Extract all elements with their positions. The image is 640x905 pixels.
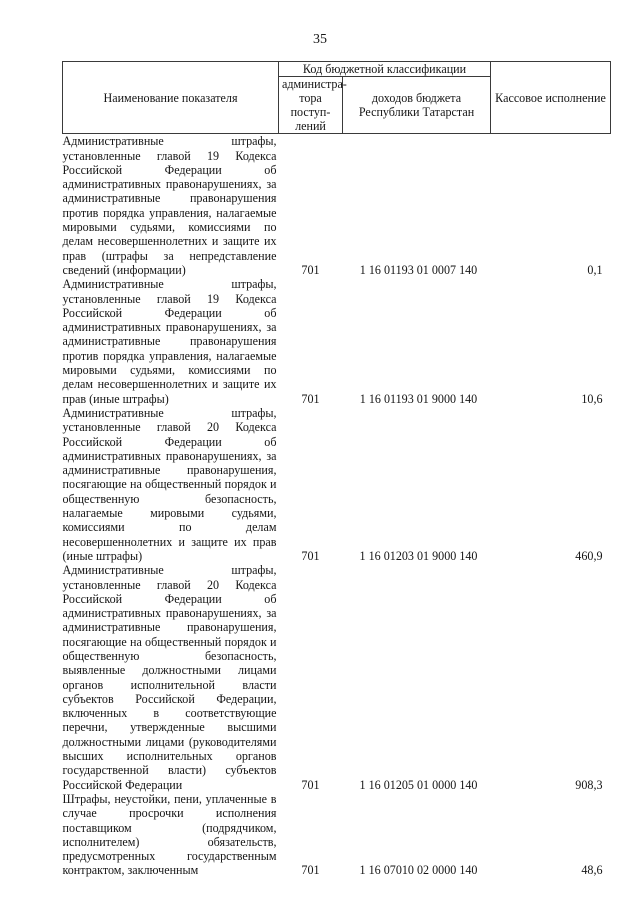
row-amount: 0,1: [587, 262, 603, 277]
row-admin-code: 701: [301, 863, 320, 878]
row-amount: 10,6: [581, 391, 603, 406]
row-name: Штрафы, неустойки, пени, уплаченные в случае просрочки исполнения поставщиком (подрядчиком, исполнителем) обязательств, предусмотренных государственным контрактом, заключенным: [62, 791, 277, 878]
row-name: Административные штрафы, установленные главой 19 Кодекса Российской Федерации об административных правонарушениях, за административные правонарушения против порядка управления, налагаемые мировыми судьями, комиссиями по делам несовершеннолетних и защите их прав (иные штрафы): [62, 277, 277, 406]
page-number: 35: [313, 32, 327, 47]
header-classification-group: Код бюджетной классификации: [279, 62, 491, 77]
row-amount: 908,3: [575, 777, 603, 792]
row-income-code: 1 16 01205 01 0000 140: [359, 777, 478, 792]
table-row: [63, 134, 611, 277]
row-income-code: 1 16 01203 01 9000 140: [359, 548, 478, 563]
table-header: [63, 62, 611, 134]
header-administrator: администра- тора поступ- лений: [279, 77, 343, 134]
header-amount: Кассовое исполнение: [491, 62, 611, 134]
row-admin-code: 701: [301, 777, 320, 792]
row-amount: 460,9: [575, 548, 603, 563]
row-name: Административные штрафы, установленные главой 20 Кодекса Российской Федерации об административных правонарушениях, за административные правонарушения, посягающие на общественный порядок и общественную безопасность, выявленные должностными лицами органов исполнительной власти субъектов Российской Федерации, включенных в соответствующие перечни, утвержденные высшими должностными лицами (руководителями высших исполнительных органов государственной власти) субъектов Российской Федерации: [62, 563, 277, 792]
table-row: [63, 792, 611, 878]
row-admin-code: 701: [301, 548, 320, 563]
row-income-code: 1 16 01193 01 9000 140: [359, 391, 478, 406]
row-admin-code: 701: [301, 262, 320, 277]
row-name: Административные штрафы, установленные главой 19 Кодекса Российской Федерации об административных правонарушениях, за административные правонарушения против порядка управления, налагаемые мировыми судьями, комиссиями по делам несовершеннолетних и защите их прав (штрафы за непредставление сведений (информации): [62, 134, 277, 277]
row-income-code: 1 16 07010 02 0000 140: [359, 863, 478, 878]
budget-table: [62, 61, 611, 878]
table-body: [63, 134, 611, 878]
row-income-code: 1 16 01193 01 0007 140: [359, 262, 478, 277]
header-income: доходов бюджета Республики Татарстан: [343, 77, 491, 134]
row-name: Административные штрафы, установленные главой 20 Кодекса Российской Федерации об административных правонарушениях, за административные правонарушения, посягающие на общественный порядок и общественную безопасность, налагаемые мировыми судьями, комиссиями по делам несовершеннолетних и защите их прав (иные штрафы): [62, 405, 277, 563]
table-row: [63, 406, 611, 563]
header-name: Наименование показателя: [63, 62, 279, 134]
row-admin-code: 701: [301, 391, 320, 406]
table-row: [63, 563, 611, 792]
table-row: [63, 277, 611, 406]
row-amount: 48,6: [581, 863, 603, 878]
